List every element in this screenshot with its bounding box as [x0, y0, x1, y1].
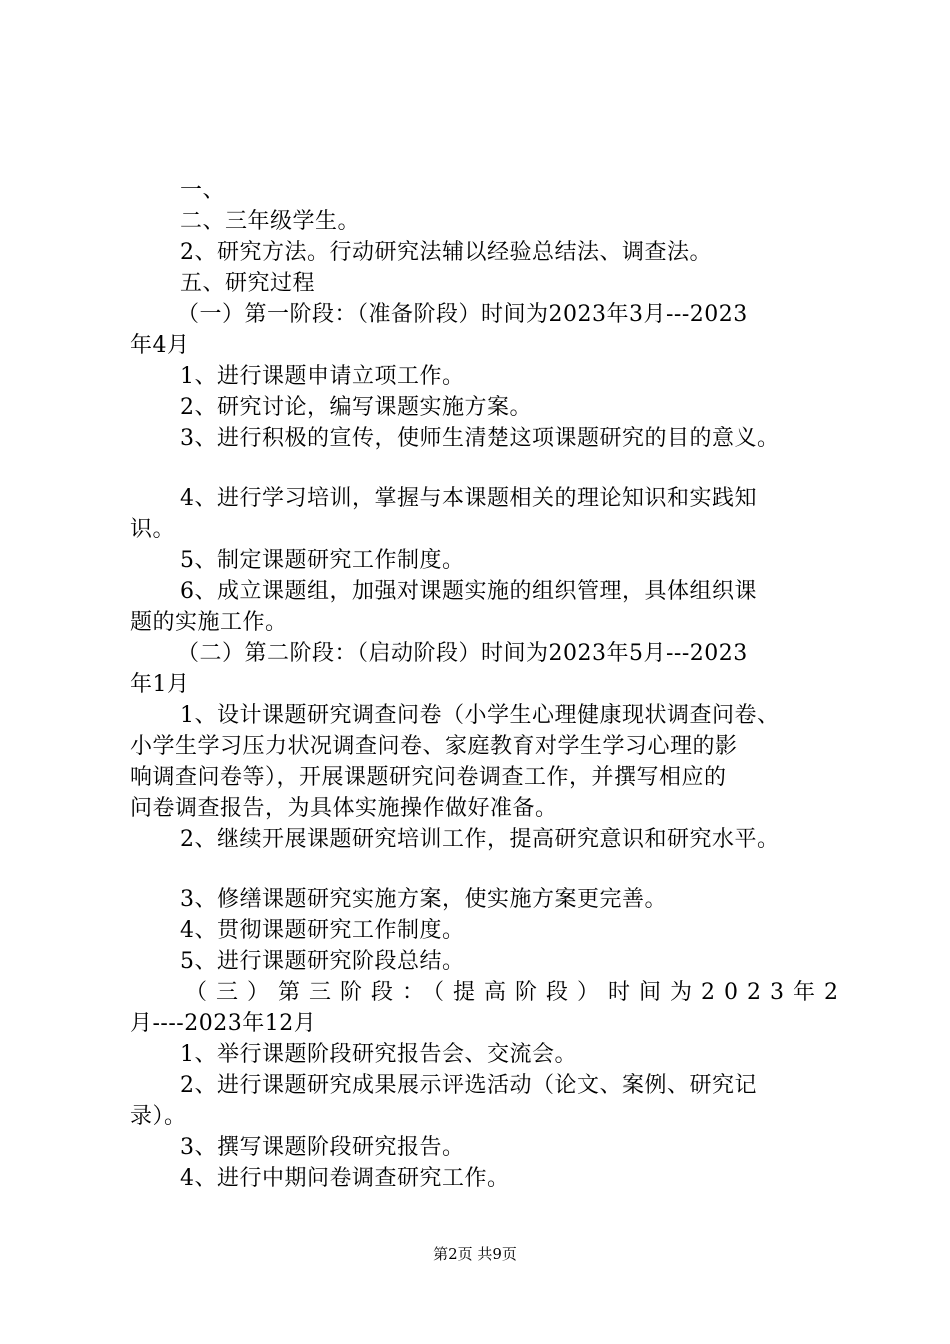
text-line: 一、	[180, 178, 226, 203]
text-line: 2、进行课题研究成果展示评选活动（论文、案例、研究记	[180, 1073, 757, 1098]
text-line: 录）。	[130, 1104, 187, 1129]
text-line: 5、进行课题研究阶段总结。	[180, 949, 465, 974]
text-line: 4、进行中期问卷调查研究工作。	[180, 1166, 510, 1191]
page-footer: 第2页 共9页	[433, 1245, 517, 1263]
text-line: 2、研究讨论，编写课题实施方案。	[180, 395, 532, 420]
text-line: 响调查问卷等），开展课题研究问卷调查工作，并撰写相应的	[130, 765, 727, 790]
text-line: 1、进行课题申请立项工作。	[180, 364, 465, 389]
text-line: （二）第二阶段：（启动阶段）时间为2023年5月---2023	[177, 641, 748, 666]
text-line: 年1月	[130, 672, 190, 697]
text-line: 问卷调查报告，为具体实施操作做好准备。	[130, 796, 558, 821]
text-line: 二、三年级学生。	[180, 209, 361, 234]
text-line: 6、成立课题组，加强对课题实施的组织管理，具体组织课	[180, 579, 757, 604]
text-line: 3、进行积极的宣传，使师生清楚这项课题研究的目的意义。	[180, 426, 780, 451]
text-line: 3、修缮课题研究实施方案，使实施方案更完善。	[180, 887, 667, 912]
text-line: 4、进行学习培训，掌握与本课题相关的理论知识和实践知	[180, 486, 757, 511]
text-line: （三）第三阶段：（提高阶段）时间为2023年2	[185, 980, 847, 1005]
text-line: （一）第一阶段：（准备阶段）时间为2023年3月---2023	[177, 302, 748, 327]
text-line: 题的实施工作。	[130, 610, 288, 635]
text-line: 4、贯彻课题研究工作制度。	[180, 918, 465, 943]
text-line: 识。	[130, 517, 176, 542]
text-line: 月----2023年12月	[130, 1011, 317, 1036]
text-line: 1、举行课题阶段研究报告会、交流会。	[180, 1042, 577, 1067]
text-line: 2、研究方法。行动研究法辅以经验总结法、调查法。	[180, 240, 712, 265]
text-line: 年4月	[130, 333, 190, 358]
text-line: 2、继续开展课题研究培训工作，提高研究意识和研究水平。	[180, 827, 780, 852]
text-line: 3、撰写课题阶段研究报告。	[180, 1135, 465, 1160]
text-line: 5、制定课题研究工作制度。	[180, 548, 465, 573]
text-line: 五、研究过程	[180, 271, 316, 296]
text-line: 1、设计课题研究调查问卷（小学生心理健康现状调查问卷、	[180, 703, 780, 728]
text-line: 小学生学习压力状况调查问卷、家庭教育对学生学习心理的影	[130, 734, 738, 759]
